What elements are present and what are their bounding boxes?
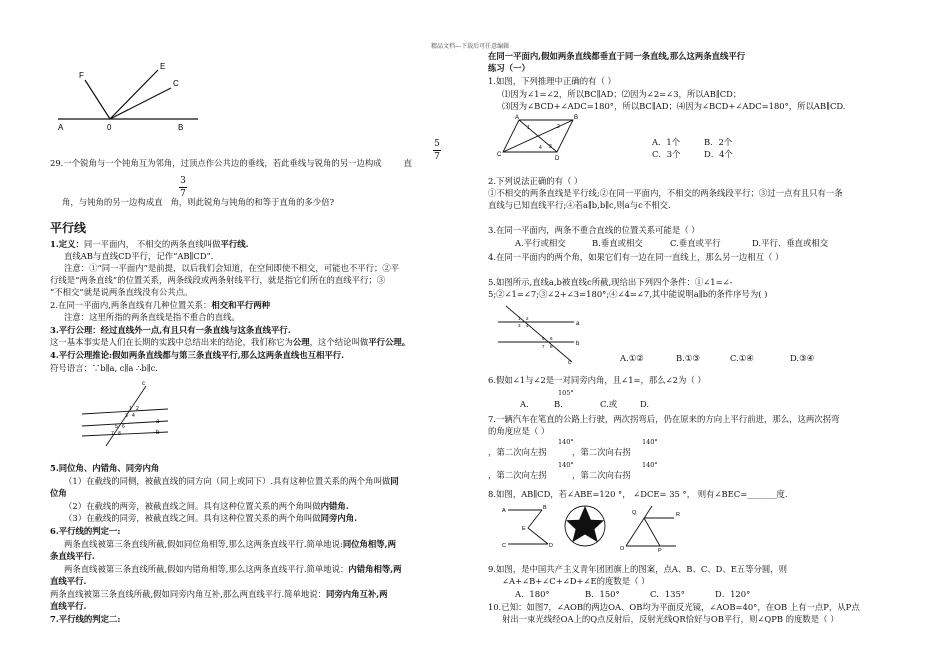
q5-opt-b[interactable]: B.①③ <box>676 353 700 363</box>
r-top-line: 在同一平面内,假如两条直线都垂直于同一条直线,那么这两条直线平行 <box>488 51 746 61</box>
svg-text:8: 8 <box>118 431 121 437</box>
q9-a: 9.如图，是中国共产主义青年团团旗上的图案，点A、B、C、D、E五等分圆，则 <box>488 564 788 574</box>
svg-text:7: 7 <box>542 344 545 349</box>
q10-b: 射出一束光线经OA上的Q点反射后，反射光线QR恰好与OB平行，则∠QPB 的度数是（ ） <box>502 614 839 624</box>
def2: 2.在同一平面内,两条直线有几种位置关系：相交和平行两种 <box>50 300 271 310</box>
q1-opt-b[interactable]: B．2个 <box>704 137 733 147</box>
q9-opt-d[interactable]: D．120° <box>715 589 751 599</box>
svg-text:B: B <box>543 505 547 511</box>
svg-text:3: 3 <box>518 323 521 328</box>
q3-opt-d[interactable]: D.平行、垂直或相交 <box>752 238 829 248</box>
def6-2: 两条直线被第三条直线所截,假如内错角相等,那么这两条直线平行.简单地说：内错角相等,两 <box>64 564 402 574</box>
def5-1: （1）在截线的同侧，被截直线的同方向（同上或同下）.具有这种位置关系的两个角叫做同 <box>64 476 399 486</box>
fraction-5-7 <box>433 139 441 162</box>
label-b: B <box>178 123 184 132</box>
svg-text:8: 8 <box>550 344 553 349</box>
svg-text:C: C <box>497 152 502 158</box>
svg-text:5: 5 <box>115 424 118 430</box>
q1-b: ⑶因为∠BCD+∠ADC=180°，所以BC∥AD；⑷因为∠BCD+∠ADC=180°，所以AB∥CD. <box>502 101 846 111</box>
def7-title: 7.平行线的判定二: <box>50 614 121 624</box>
svg-text:4: 4 <box>539 145 542 151</box>
svg-text:7: 7 <box>111 431 114 437</box>
q1-a: ⑴因为∠1=∠2，所以BC∥AD；⑵因为∠2=∠3，所以AB∥CD； <box>502 89 742 99</box>
def1-note1: 注意：①“同一平面内”是前提，以后我们会知道，在空间即使不相交，可能也不平行；②平 <box>64 263 400 273</box>
q6-opt-b[interactable]: B. <box>554 399 563 409</box>
par-c: c <box>142 381 145 387</box>
svg-text:3: 3 <box>125 413 128 419</box>
def4: 4.平行公理推论:假如两条直线都与第三条直线平行,那么这两条直线也互相平行. <box>50 350 345 360</box>
svg-text:1: 1 <box>518 316 521 321</box>
q7-opt-1[interactable]: ，第二次向左拐 <box>488 447 547 457</box>
exercise-title: 练习（一） <box>488 63 530 73</box>
q4: 4.在同一平面内的两个角，如果它们有一边在同一直线上，那么另一边相互（ ） <box>488 252 784 262</box>
q1: 1.如图，下列推理中正确的有（ ） <box>488 76 616 86</box>
q5-opt-a[interactable]: A.①② <box>620 353 644 363</box>
q6-opt-a[interactable]: A. <box>520 399 529 409</box>
frac2-num: 3 <box>180 176 186 186</box>
q5-figure <box>496 302 596 364</box>
def3: 3.平行公理：经过直线外一点,有且只有一条直线与这条直线平行. <box>50 325 291 335</box>
svg-text:O: O <box>620 546 625 552</box>
parallel-lines-figure <box>80 380 180 450</box>
svg-text:A: A <box>515 115 520 121</box>
page-header: 精品文档---下载后可任意编辑 <box>431 43 510 50</box>
label-a: A <box>58 123 64 132</box>
svg-text:4: 4 <box>526 323 529 328</box>
def6-2-end: 直线平行. <box>50 576 87 586</box>
frac1-den: 7 <box>434 152 440 162</box>
q7-val-2: 140° <box>642 438 658 446</box>
svg-text:c: c <box>568 360 571 366</box>
def5-3: （3）在截线的同旁，被截直线之间。具有这种位置关系的两个角叫做同旁内角. <box>64 513 357 523</box>
def5-1-end: 位角 <box>50 488 67 498</box>
q7-b: 的角度应是（ ） <box>488 426 550 436</box>
q7-val-3: 140° <box>558 461 574 469</box>
q1-figure <box>497 112 587 164</box>
q3-opt-c[interactable]: C.垂直或平行 <box>670 238 721 248</box>
q1-opt-d[interactable]: D．4个 <box>704 149 733 159</box>
q2-b: 直线与已知直线平行;④若a∥b,b∥c,则a与c不相交. <box>488 200 671 210</box>
q7-val-4: 140° <box>642 461 658 469</box>
q2: 2.下列说法正确的有（ ） <box>488 176 583 186</box>
svg-text:B: B <box>574 115 579 121</box>
q7-opt-2[interactable]: ，第二次向右拐 <box>572 447 631 457</box>
q8-figures <box>498 502 688 552</box>
q9-opt-b[interactable]: B．150° <box>585 589 620 599</box>
svg-text:5: 5 <box>542 336 545 341</box>
par-b: b <box>156 430 160 436</box>
q7-val-1: 140° <box>558 438 574 446</box>
svg-text:P: P <box>658 548 662 554</box>
def5-2: （2）在截线的两旁，被截直线之间。具有这种位置关系的两个角叫做内错角. <box>64 501 349 511</box>
svg-text:2: 2 <box>136 406 139 412</box>
def6-1: 两条直线被第三条直线所截,假如同位角相等,那么这两条直线平行.简单地说:同位角相等,两 <box>64 539 396 549</box>
q7-opt-4[interactable]: ，第二次向右拐 <box>572 470 631 480</box>
q7-a: 7.一辆汽车在笔直的公路上行驶，两次拐弯后，仍在原来的方向上平行前进，那么，这两次拐弯 <box>488 414 840 424</box>
svg-text:2: 2 <box>526 316 529 321</box>
def4-symbol: 符号语言：∵b∥a, c∥a ∴b∥c. <box>50 363 158 373</box>
q3-opt-b[interactable]: B.垂直或相交 <box>592 238 643 248</box>
def1-note2: 行线是“两条直线”的位置关系，两条线段或两条射线平行，就是指它们所在的直线平行；③ <box>50 275 386 285</box>
def6-title: 6.平行线的判定一: <box>50 526 121 536</box>
svg-text:1: 1 <box>129 406 132 412</box>
q29-line1: 29.一个锐角与一个钝角互为邻角，过顶点作公共边的垂线，若此垂线与锐角的另一边构成 直 <box>50 158 412 168</box>
par-a: a <box>156 419 160 425</box>
q6-opt-c[interactable]: C.或 <box>600 399 618 409</box>
label-c: C <box>173 79 179 88</box>
q9-opt-c[interactable]: C．135° <box>650 589 685 599</box>
q6-opt-d[interactable]: D. <box>640 399 650 409</box>
q7-opt-3[interactable]: ，第二次向左拐 <box>488 470 547 480</box>
svg-text:D: D <box>555 156 560 162</box>
def2-note: 注意：这里所指的两条直线是指不重合的直线。 <box>64 312 240 322</box>
def3-line2: 这一基本事实是人们在长期的实践中总结出来的结论，我们称它为公理，这个结论叫做平行公理。 <box>50 337 411 347</box>
def1: 1.定义：同一平面内， 不相交的两条直线叫做平行线. <box>50 239 249 249</box>
svg-text:E: E <box>522 526 526 532</box>
svg-text:a: a <box>576 321 580 327</box>
section-title: 平行线 <box>50 221 87 235</box>
def6-3-end: 直线平行. <box>50 601 87 611</box>
def5-title: 5.同位角、内错角、同旁内角 <box>50 463 160 473</box>
q3: 3.在同一平面内，两条不重合直线的位置关系可能是（ ） <box>488 225 700 235</box>
def1-note3: “不相交”就是说两条直线没有公共点。 <box>50 287 193 297</box>
q1-opt-a[interactable]: A．1个 <box>652 137 681 147</box>
q3-opt-a[interactable]: A.平行或相交 <box>515 238 566 248</box>
svg-text:2: 2 <box>557 124 560 130</box>
q5-b: 5;②∠1=∠7;③∠2+∠3=180°;④∠4=∠7,其中能说明a∥b的条件序号为( ) <box>488 289 768 299</box>
q5-a: 5.如图所示,直线a,b被直线c所截,现给出下列四个条件：①∠1=∠- <box>488 277 733 287</box>
def6-3: 两条直线被第三条直线所截,假如同旁内角互补,那么两直线平行.简单地说：同旁内角互补,两 <box>50 589 388 599</box>
angle-figure <box>58 58 208 138</box>
svg-text:4: 4 <box>132 413 135 419</box>
svg-text:3: 3 <box>549 144 552 150</box>
svg-text:Q: Q <box>632 510 637 516</box>
svg-text:R: R <box>676 512 680 518</box>
q5-opt-d[interactable]: D.③④ <box>790 353 815 363</box>
label-f: F <box>79 71 84 80</box>
svg-text:b: b <box>576 341 580 347</box>
q29-line2: 角，与钝角的另一边构成直 角，则此锐角与钝角的和等于直角的多少倍? <box>62 197 335 207</box>
svg-text:A: A <box>502 508 506 514</box>
q6: 6.假如∠1与∠2是一对同旁内角，且∠1=，那么∠2为（ ） <box>488 375 706 385</box>
svg-text:6: 6 <box>122 424 125 430</box>
q9-opt-a[interactable]: A．180° <box>515 589 550 599</box>
q2-a: ①不相交的两条直线是平行线;②在同一平面内，不相交的两条线段平行；③过一点有且只有一条 <box>488 188 843 198</box>
svg-text:D: D <box>549 543 553 549</box>
q10-a: 10.已知：如图7，∠AOB的两边OA、OB均为平面反光镜，∠AOB=40°，在OB 上有一点P，从P点 <box>488 602 860 612</box>
def6-1-end: 条直线平行. <box>50 551 95 561</box>
q5-opt-c[interactable]: C.①④ <box>730 353 754 363</box>
frac2-den: 7 <box>180 189 186 199</box>
frac1-num: 5 <box>434 139 440 149</box>
q8: 8.如图，AB∥CD，若∠ABE=120 °， ∠DCE= 35 °， 则有∠BEC=_______度. <box>488 489 788 499</box>
label-o: 0 <box>107 123 112 132</box>
q9-b: ∠A+∠B+∠C+∠D+∠E的度数是（ ） <box>502 576 650 586</box>
q6-value: 105° <box>558 389 574 397</box>
svg-text:6: 6 <box>550 336 553 341</box>
svg-text:C: C <box>502 543 506 549</box>
svg-text:1: 1 <box>527 125 530 131</box>
label-e: E <box>160 62 166 71</box>
q1-opt-c[interactable]: C．3个 <box>652 149 681 159</box>
def1-line2: 直线AB与直线CD平行，记作“AB∥CD”. <box>64 251 214 261</box>
